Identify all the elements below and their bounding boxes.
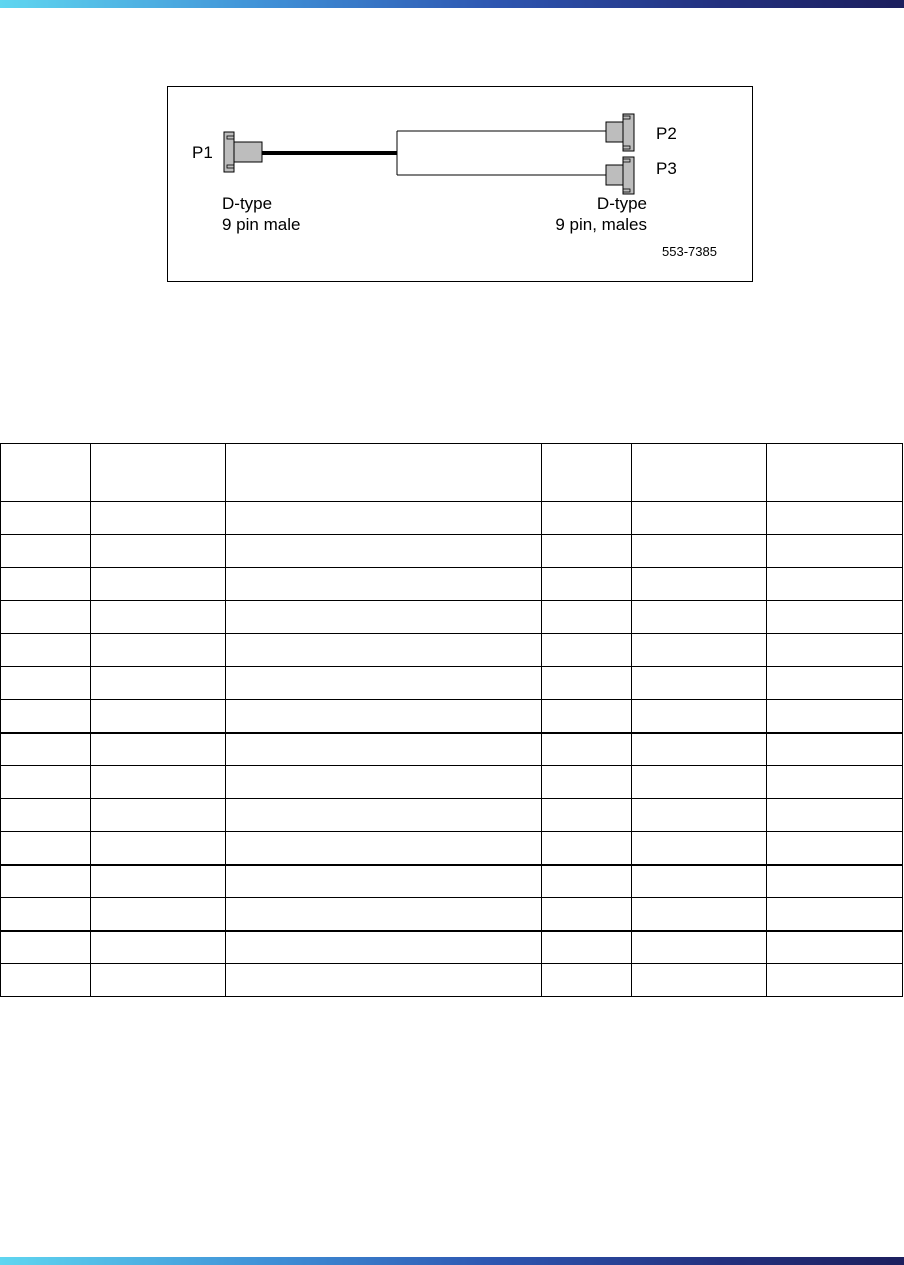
- table-cell: [226, 733, 542, 766]
- table-row: [1, 568, 903, 601]
- table-cell: [1, 733, 91, 766]
- table-cell: [91, 502, 226, 535]
- header-band: [0, 0, 904, 8]
- table-cell: [767, 964, 903, 997]
- table-cell: [632, 502, 767, 535]
- right-type-line2: 9 pin, males: [555, 215, 647, 234]
- table-cell: [767, 766, 903, 799]
- table-cell: [632, 535, 767, 568]
- table-cell: [767, 502, 903, 535]
- table-cell: [542, 799, 632, 832]
- table-cell: [767, 568, 903, 601]
- table-cell: [91, 931, 226, 964]
- table-cell: [1, 898, 91, 931]
- table-cell: [226, 865, 542, 898]
- table-cell: [1, 601, 91, 634]
- table-cell: [226, 964, 542, 997]
- table-cell: [542, 535, 632, 568]
- footer-band: [0, 1257, 904, 1265]
- table-cell: [767, 634, 903, 667]
- table-cell: [1, 964, 91, 997]
- table-cell: [1, 502, 91, 535]
- header-cell: [226, 444, 542, 502]
- header-cell: [542, 444, 632, 502]
- pinout-table: [0, 443, 903, 997]
- table-cell: [632, 931, 767, 964]
- header-cell: [767, 444, 903, 502]
- table-cell: [767, 898, 903, 931]
- table-cell: [767, 931, 903, 964]
- p1-connector: [224, 132, 262, 172]
- table-cell: [767, 601, 903, 634]
- table-cell: [632, 964, 767, 997]
- table-cell: [542, 931, 632, 964]
- p2-label: P2: [656, 124, 677, 143]
- table-cell: [542, 502, 632, 535]
- table-row: [1, 766, 903, 799]
- table-cell: [226, 832, 542, 865]
- p1-label: P1: [192, 143, 213, 162]
- left-type-line2: 9 pin male: [222, 215, 301, 234]
- table-cell: [226, 766, 542, 799]
- table-cell: [91, 964, 226, 997]
- table-cell: [1, 700, 91, 733]
- table-cell: [1, 535, 91, 568]
- figure-id: 553-7385: [662, 244, 717, 259]
- table-cell: [542, 964, 632, 997]
- table-cell: [1, 766, 91, 799]
- left-type-line1: D-type: [222, 194, 273, 213]
- table-cell: [542, 700, 632, 733]
- table-cell: [1, 865, 91, 898]
- table-row: [1, 634, 903, 667]
- table-cell: [1, 832, 91, 865]
- table-cell: [91, 535, 226, 568]
- table-row: [1, 535, 903, 568]
- table-cell: [632, 700, 767, 733]
- table-cell: [542, 634, 632, 667]
- table-cell: [91, 667, 226, 700]
- table-row: [1, 964, 903, 997]
- table-row: [1, 733, 903, 766]
- table-row: [1, 832, 903, 865]
- header-cell: [632, 444, 767, 502]
- table-cell: [91, 700, 226, 733]
- table-cell: [632, 865, 767, 898]
- table-cell: [226, 667, 542, 700]
- table-cell: [542, 898, 632, 931]
- table-cell: [632, 766, 767, 799]
- table-cell: [542, 568, 632, 601]
- table-cell: [226, 634, 542, 667]
- table-cell: [542, 832, 632, 865]
- table-cell: [632, 667, 767, 700]
- table-cell: [226, 601, 542, 634]
- table-header-row: [1, 444, 903, 502]
- table-cell: [542, 667, 632, 700]
- table-row: [1, 601, 903, 634]
- header-cell: [1, 444, 91, 502]
- table-cell: [542, 865, 632, 898]
- table-cell: [767, 799, 903, 832]
- table-cell: [767, 733, 903, 766]
- table-cell: [542, 766, 632, 799]
- table-cell: [226, 799, 542, 832]
- table-cell: [226, 568, 542, 601]
- table-cell: [1, 568, 91, 601]
- table-cell: [632, 568, 767, 601]
- table-cell: [767, 535, 903, 568]
- table-cell: [226, 898, 542, 931]
- table-cell: [767, 667, 903, 700]
- table-cell: [632, 733, 767, 766]
- table-cell: [1, 799, 91, 832]
- table-row: [1, 502, 903, 535]
- table-cell: [91, 634, 226, 667]
- p3-label: P3: [656, 159, 677, 178]
- table-cell: [91, 799, 226, 832]
- table-cell: [632, 634, 767, 667]
- table-row: [1, 931, 903, 964]
- table-cell: [226, 502, 542, 535]
- table-cell: [542, 733, 632, 766]
- table-row: [1, 898, 903, 931]
- p3-connector: [606, 157, 634, 194]
- table-cell: [632, 799, 767, 832]
- table-cell: [226, 535, 542, 568]
- table-cell: [226, 931, 542, 964]
- table-cell: [1, 634, 91, 667]
- cable-diagram: [167, 86, 753, 282]
- table-cell: [91, 766, 226, 799]
- table-cell: [632, 832, 767, 865]
- table-row: [1, 799, 903, 832]
- table-cell: [226, 700, 542, 733]
- table-cell: [91, 733, 226, 766]
- table-cell: [1, 931, 91, 964]
- table-cell: [767, 865, 903, 898]
- table-row: [1, 667, 903, 700]
- table-row: [1, 865, 903, 898]
- table-cell: [91, 568, 226, 601]
- table-cell: [767, 700, 903, 733]
- table-cell: [91, 865, 226, 898]
- table-cell: [767, 832, 903, 865]
- right-type-line1: D-type: [596, 194, 647, 213]
- table-cell: [632, 601, 767, 634]
- table-cell: [91, 601, 226, 634]
- header-cell: [91, 444, 226, 502]
- table-cell: [91, 898, 226, 931]
- table-cell: [1, 667, 91, 700]
- p2-connector: [606, 114, 634, 151]
- table-cell: [542, 601, 632, 634]
- table-row: [1, 700, 903, 733]
- table-cell: [91, 832, 226, 865]
- table-cell: [632, 898, 767, 931]
